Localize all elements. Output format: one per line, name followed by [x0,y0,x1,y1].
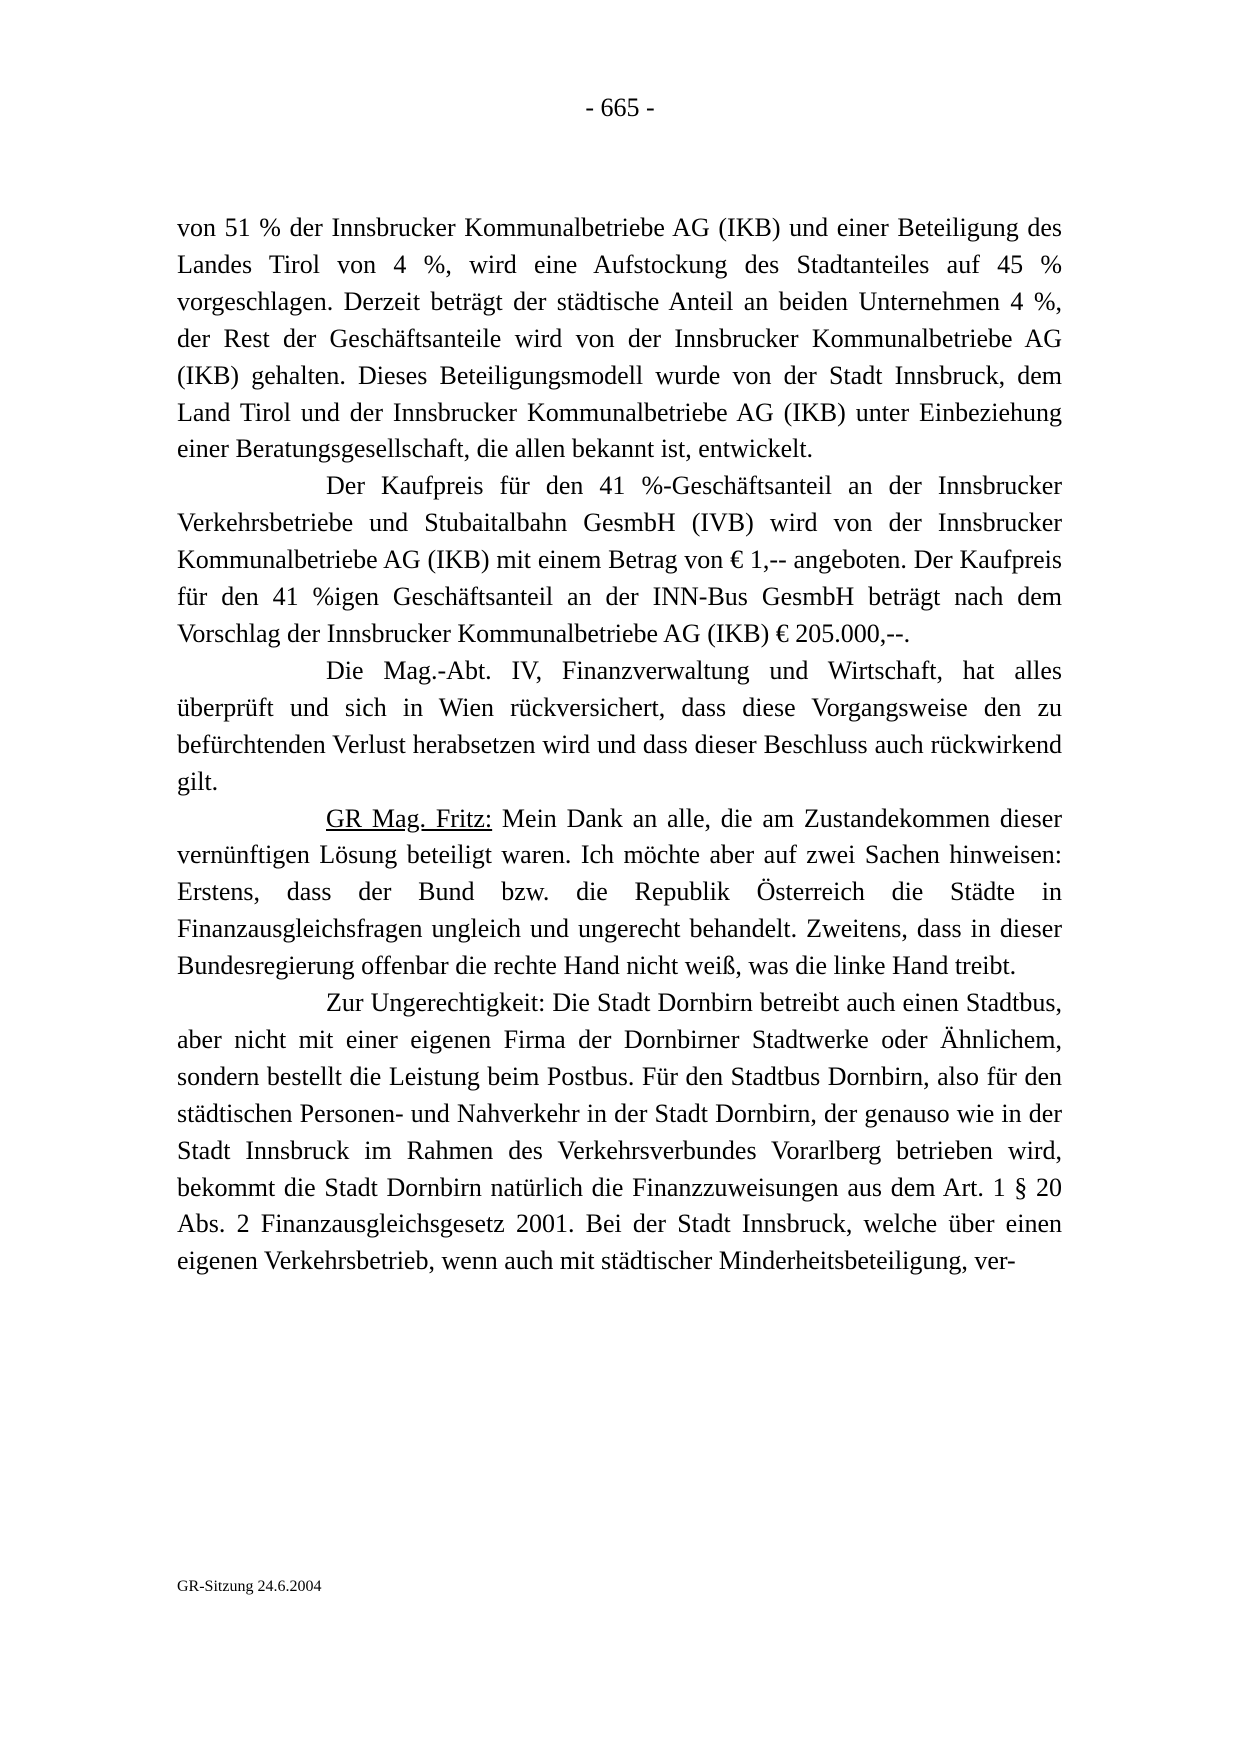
page-number: - 665 - [585,93,655,122]
speaker-name: GR Mag. Fritz: [326,803,493,833]
paragraph-5: Zur Ungerechtigkeit: Die Stadt Dornbirn betreibt auch einen Stadtbus, aber nicht mit einer eigenen Firma der Dornbirner Stadtwerke oder Ähnlichem, sondern bestellt die Leistung beim Postbus. Für den Stadtbus Dornbirn, also für den städtischen Personen- und Nahverkehr in der Stadt Dornbirn, der genauso wie in der Stadt Innsbruck im Rahmen des Verkehrsverbundes Vorarlberg betrieben wird, bekommt die Stadt Dornbirn natürlich die Finanzzuweisungen aus dem Art. 1 § 20 Abs. 2 Finanzausgleichsgesetz 2001. Bei der Stadt Innsbruck, welche über einen eigenen Verkehrsbetrieb, wenn auch mit städtischer Minderheitsbeteiligung, ver- [177,988,1062,1276]
footer-session-date: GR-Sitzung 24.6.2004 [177,1578,322,1595]
paragraph-4-text: Mein Dank an alle, die am Zustandekommen dieser vernünftigen Lösung beteiligt waren. Ich möchte aber auf zwei Sachen hinweisen: Erstens, dass der Bund bzw. die Republik Österreich die Städte in Finanzausgleichsfragen ungleich und ungerecht behandelt. Zweitens, dass in dieser Bundesregierung offenbar die rechte Hand nicht weiß, was die linke Hand treibt. [177,803,1062,981]
paragraph-3: Die Mag.-Abt. IV, Finanzverwaltung und Wirtschaft, hat alles überprüft und sich in Wien rückversichert, dass diese Vorgangsweise den zu befürchtenden Verlust herabsetzen wird und dass dieser Beschluss auch rückwirkend gilt. [177,655,1062,796]
document-body [177,210,1062,1280]
paragraph-1: von 51 % der Innsbrucker Kommunalbetriebe AG (IKB) und einer Beteiligung des Landes Tirol von 4 %, wird eine Aufstockung des Stadtanteiles auf 45 % vorgeschlagen. Derzeit beträgt der städtische Anteil an beiden Unternehmen 4 %, der Rest der Geschäftsanteile wird von der Innsbrucker Kommunalbetriebe AG (IKB) gehalten. Dieses Beteiligungsmodell wurde von der Stadt Innsbruck, dem Land Tirol und der Innsbrucker Kommunalbetriebe AG (IKB) unter Einbeziehung einer Beratungsgesellschaft, die allen bekannt ist, entwickelt. [177,213,1062,464]
paragraph-2: Der Kaufpreis für den 41 %-Geschäftsanteil an der Innsbrucker Verkehrsbetriebe und Stubaitalbahn GesmbH (IVB) wird von der Innsbrucker Kommunalbetriebe AG (IKB) mit einem Betrag von € 1,-- angeboten. Der Kaufpreis für den 41 %igen Geschäftsanteil an der INN-Bus GesmbH beträgt nach dem Vorschlag der Innsbrucker Kommunalbetriebe AG (IKB) € 205.000,--. [177,471,1062,648]
paragraph-4 [177,801,1062,986]
